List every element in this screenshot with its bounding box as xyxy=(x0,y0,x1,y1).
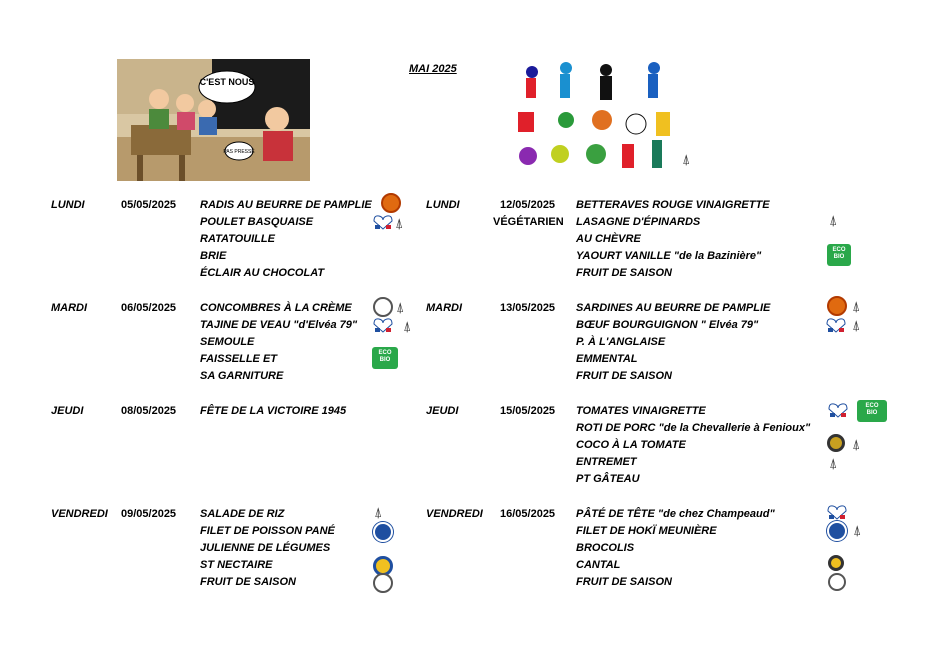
gluten-icon: ⍋ xyxy=(403,318,412,334)
menu-item: FÊTE DE LA VICTOIRE 1945 xyxy=(200,405,347,417)
menu-item: FRUIT DE SAISON xyxy=(576,267,672,279)
bio-eco-label-icon: ECO BIO xyxy=(372,347,398,369)
day-label: MARDI xyxy=(426,302,463,314)
menu-item: P. À L'ANGLAISE xyxy=(576,336,666,348)
date-label: 05/05/2025 xyxy=(121,199,177,211)
day-label: JEUDI xyxy=(51,405,84,417)
label-icon xyxy=(828,573,846,591)
menu-item: JULIENNE DE LÉGUMES xyxy=(200,542,331,554)
aop-label-icon xyxy=(828,555,844,571)
menu-item: ENTREMET xyxy=(576,456,637,468)
menu-item: BROCOLIS xyxy=(576,542,635,554)
bio-eco-label-icon: ECO BIO xyxy=(827,244,851,266)
day-label: JEUDI xyxy=(426,405,459,417)
bleu-blanc-coeur-icon xyxy=(824,316,848,334)
page-title: MAI 2025 xyxy=(409,63,457,75)
menu-item: CONCOMBRES À LA CRÈME xyxy=(200,302,352,314)
msc-label-icon xyxy=(827,521,847,541)
date-label: 08/05/2025 xyxy=(121,405,177,417)
menu-item: ÉCLAIR AU CHOCOLAT xyxy=(200,267,325,279)
bleu-blanc-coeur-icon xyxy=(371,213,395,231)
gluten-icon: ⍋ xyxy=(374,504,383,520)
bleu-blanc-coeur-icon xyxy=(825,503,849,521)
menu-item: BŒUF BOURGUIGNON " Elvéa 79" xyxy=(576,319,759,331)
aop-logo-icon xyxy=(827,296,847,316)
vegetarian-note: VÉGÉTARIEN xyxy=(493,216,564,228)
gluten-icon: ⍋ xyxy=(396,299,405,315)
msc-label-icon xyxy=(373,522,393,542)
date-label: 06/05/2025 xyxy=(121,302,177,314)
day-label: MARDI xyxy=(51,302,88,314)
menu-item: YAOURT VANILLE "de la Bazinière" xyxy=(576,250,762,262)
menu-item: COCO À LA TOMATE xyxy=(576,439,686,451)
menu-item: POULET BASQUAISE xyxy=(200,216,314,228)
gluten-icon: ⍋ xyxy=(852,298,861,314)
menu-item: SA GARNITURE xyxy=(200,370,284,382)
gluten-icon: ⍋ xyxy=(395,215,404,231)
menu-item: FILET DE HOKÏ MEUNIÈRE xyxy=(576,525,717,537)
classroom-cartoon-image xyxy=(117,59,310,181)
gluten-icon: ⍋ xyxy=(852,317,861,333)
menu-item: FRUIT DE SAISON xyxy=(576,370,672,382)
menu-item: CANTAL xyxy=(576,559,621,571)
menu-item: EMMENTAL xyxy=(576,353,638,365)
menu-item: FAISSELLE ET xyxy=(200,353,278,365)
gluten-icon: ⍋ xyxy=(852,436,861,452)
day-label: LUNDI xyxy=(51,199,85,211)
menu-item: PÂTÉ DE TÊTE "de chez Champeaud" xyxy=(576,508,775,520)
day-label: VENDREDI xyxy=(426,508,483,520)
gluten-icon: ⍋ xyxy=(829,455,838,471)
gluten-icon: ⍋ xyxy=(682,151,691,167)
gluten-icon: ⍋ xyxy=(829,212,838,228)
menu-item: SALADE DE RIZ xyxy=(200,508,285,520)
day-label: LUNDI xyxy=(426,199,460,211)
date-label: 16/05/2025 xyxy=(500,508,556,520)
label-rouge-logo-icon xyxy=(373,297,393,317)
menu-item: BRIE xyxy=(200,250,227,262)
gluten-icon: ⍋ xyxy=(853,522,862,538)
label-icon xyxy=(373,573,393,593)
date-label: 13/05/2025 xyxy=(500,302,556,314)
menu-item: RADIS AU BEURRE DE PAMPLIE xyxy=(200,199,372,211)
label-rouge-logo-icon xyxy=(827,434,845,452)
menu-item: SARDINES AU BEURRE DE PAMPLIE xyxy=(576,302,771,314)
cartoon-small-bubble-text: PAS PRESSÉ xyxy=(223,149,255,155)
cartoon-bubble-text: C'EST NOUS xyxy=(199,77,255,87)
sports-collage-image xyxy=(514,58,686,176)
day-label: VENDREDI xyxy=(51,508,108,520)
date-label: 09/05/2025 xyxy=(121,508,177,520)
menu-item: LASAGNE D'ÉPINARDS xyxy=(576,216,701,228)
menu-item: AU CHÈVRE xyxy=(576,233,641,245)
bleu-blanc-coeur-icon xyxy=(371,316,395,334)
menu-item: RATATOUILLE xyxy=(200,233,275,245)
menu-item: SEMOULE xyxy=(200,336,255,348)
menu-item: FRUIT DE SAISON xyxy=(200,576,296,588)
menu-item: BETTERAVES ROUGE VINAIGRETTE xyxy=(576,199,770,211)
menu-item: PT GÂTEAU xyxy=(576,473,640,485)
menu-item: TAJINE DE VEAU "d'Elvéa 79" xyxy=(200,319,358,331)
menu-item: ST NECTAIRE xyxy=(200,559,273,571)
menu-item: TOMATES VINAIGRETTE xyxy=(576,405,706,417)
menu-item: FRUIT DE SAISON xyxy=(576,576,672,588)
menu-item: FILET DE POISSON PANÉ xyxy=(200,525,335,537)
aop-logo-icon xyxy=(381,193,401,213)
date-label: 15/05/2025 xyxy=(500,405,556,417)
bio-eco-label-icon: ECO BIO xyxy=(857,400,887,422)
menu-item: ROTI DE PORC "de la Chevallerie à Fenioux" xyxy=(576,422,811,434)
date-label: 12/05/2025 xyxy=(500,199,556,211)
bleu-blanc-coeur-icon xyxy=(826,401,850,419)
